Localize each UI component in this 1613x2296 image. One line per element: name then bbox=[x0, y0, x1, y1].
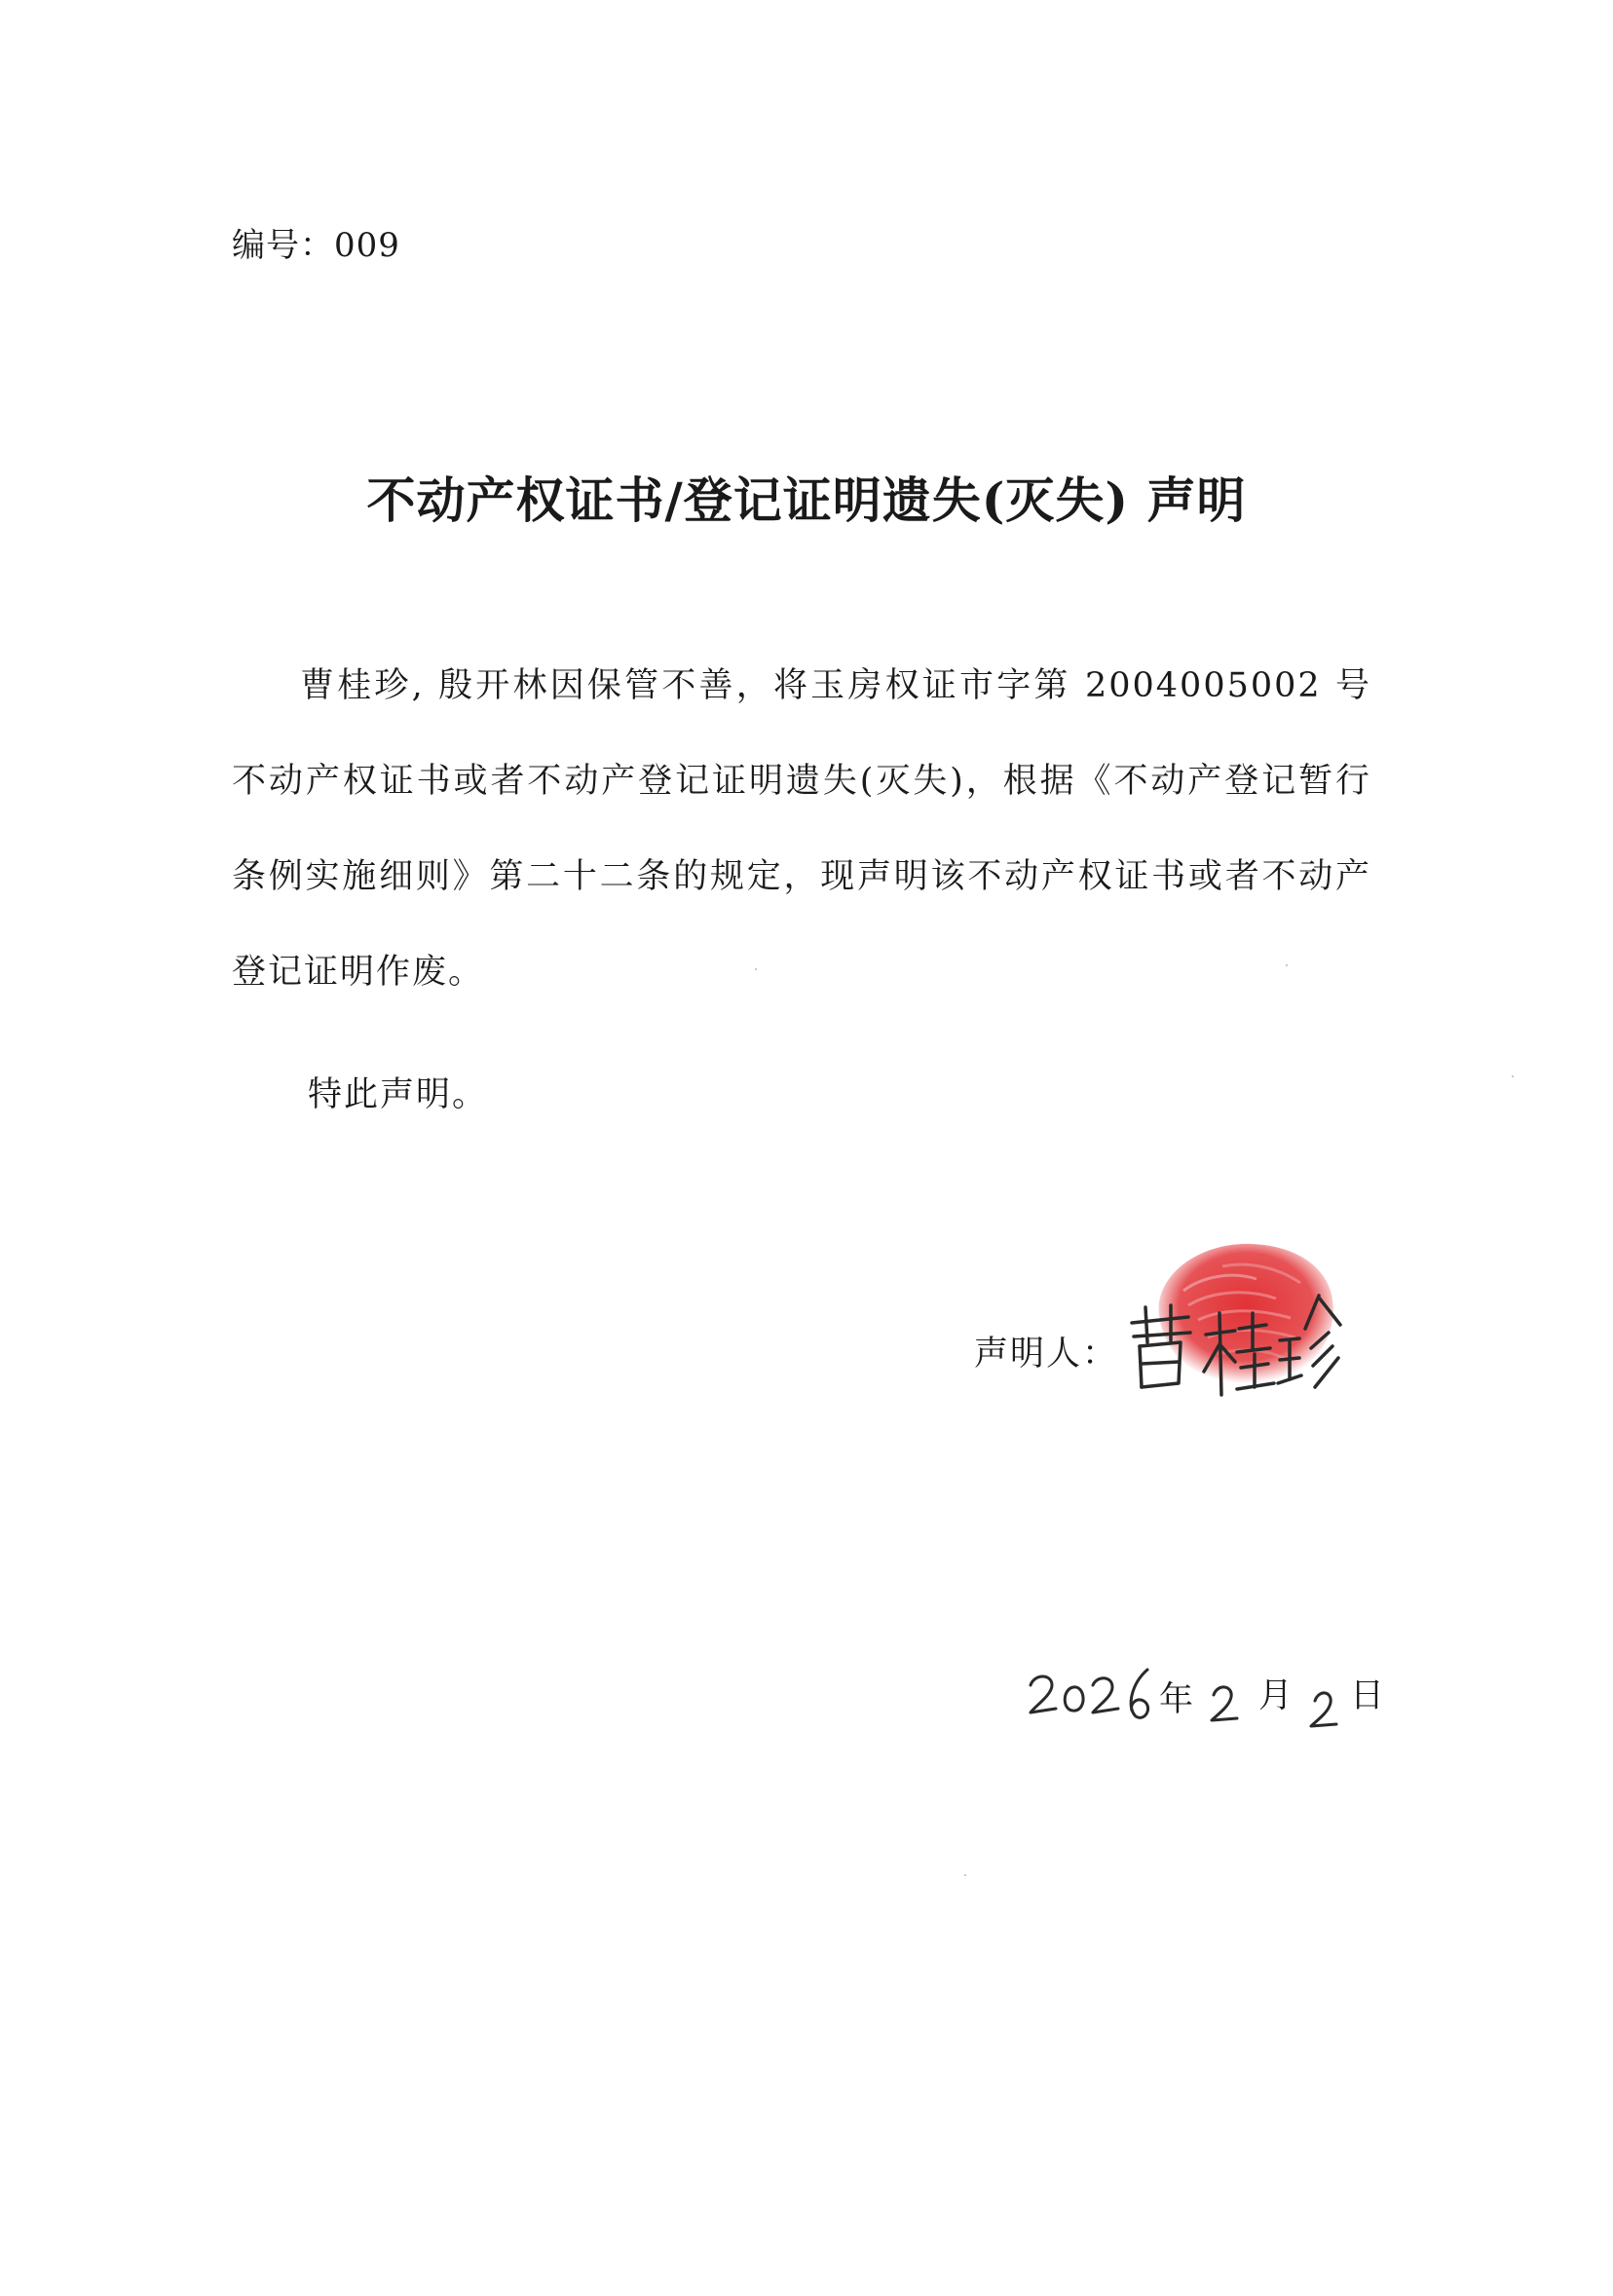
document-title: 不动产权证书/登记证明遗失(灭失) 声明 bbox=[366, 471, 1247, 529]
date-year-char: 年 bbox=[1159, 1680, 1194, 1719]
closing-statement: 特此声明。 bbox=[308, 1075, 489, 1114]
scan-speck bbox=[964, 1874, 966, 1876]
handwritten-date bbox=[1023, 1656, 1393, 1744]
date-day-char: 日 bbox=[1350, 1676, 1385, 1715]
scan-speck bbox=[1512, 1075, 1514, 1077]
declarant-label: 声明人： bbox=[974, 1335, 1119, 1374]
date-month-char: 月 bbox=[1258, 1676, 1294, 1715]
scan-speck bbox=[1286, 964, 1288, 966]
scan-speck bbox=[755, 968, 757, 970]
document-number: 编号：009 bbox=[232, 226, 400, 265]
declaration-paragraph: 曹桂珍, 殷开林因保管不善，将玉房权证市字第 2004005002 号不动产权证书或者不动产登记证明遗失(灭失)，根据《不动产登记暂行条例实施细则》第二十二条的规定，现声明该不动产权证书或者不动产登记证明作废。 bbox=[232, 666, 1371, 992]
handwritten-signature-icon bbox=[1120, 1286, 1354, 1403]
